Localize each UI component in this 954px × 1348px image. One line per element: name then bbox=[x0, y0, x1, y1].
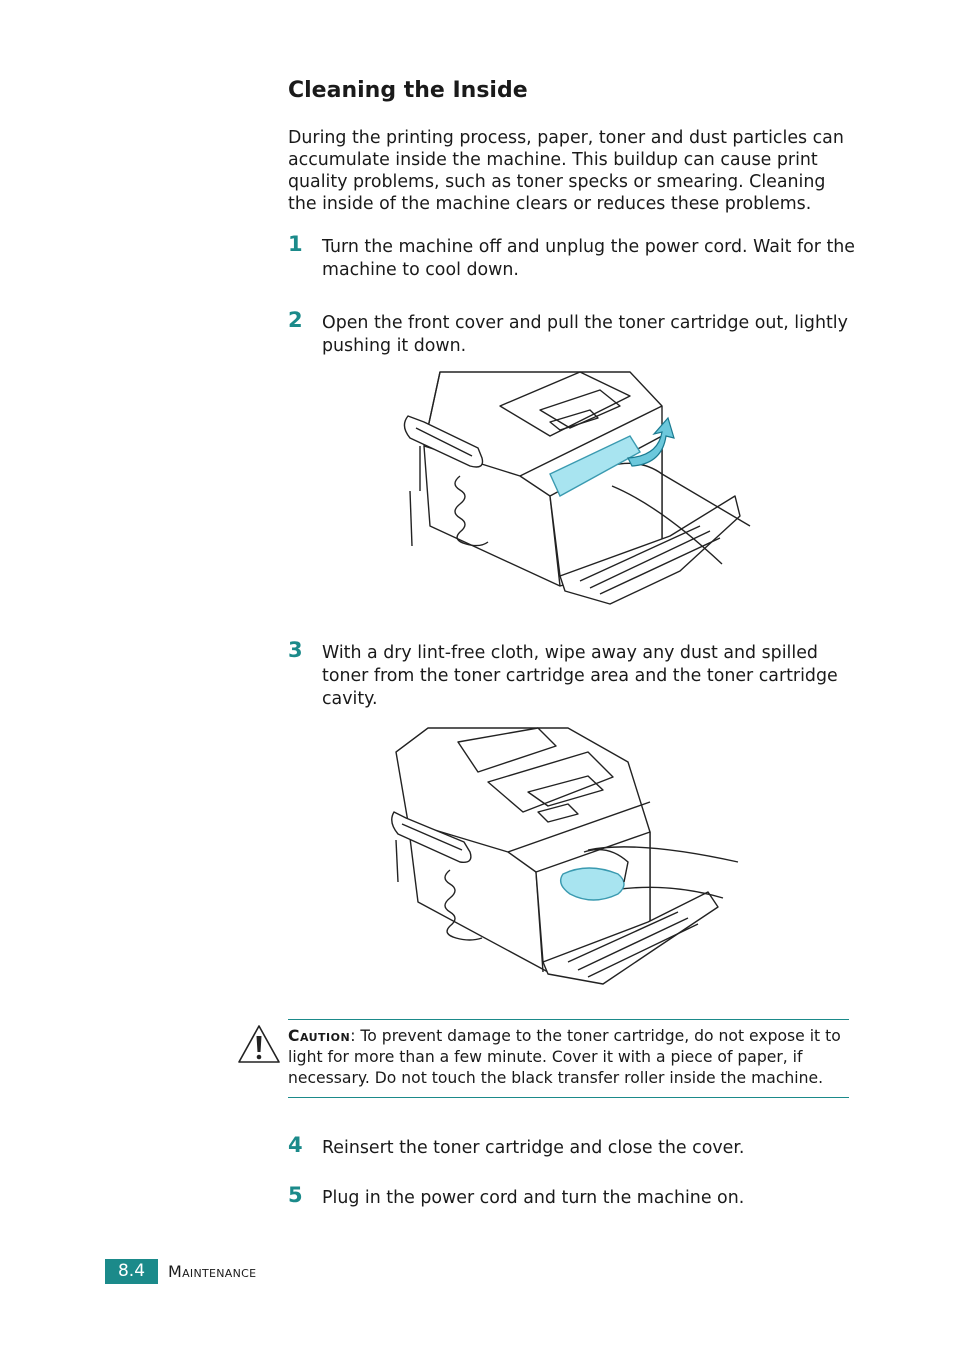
caution-label: Caution bbox=[288, 1027, 351, 1045]
step-5 bbox=[288, 1183, 858, 1210]
step-text: Reinsert the toner cartridge and close the cover. bbox=[322, 1138, 745, 1158]
step-2 bbox=[288, 308, 858, 358]
step-1 bbox=[288, 232, 858, 282]
step-number: 2 bbox=[288, 308, 303, 332]
step-number: 1 bbox=[288, 232, 303, 256]
toner-removal-illustration bbox=[400, 366, 760, 606]
page-number: 8.4 bbox=[105, 1259, 158, 1284]
section-name: Maintenance bbox=[168, 1262, 257, 1281]
caution-text: : To prevent damage to the toner cartridge, do not expose it to light for more than a few minute. Cover it with a piece of paper, if necessary. Do not touch the black transfer roller inside the machine. bbox=[288, 1027, 841, 1087]
caution-icon bbox=[237, 1024, 281, 1064]
step-number: 4 bbox=[288, 1133, 303, 1157]
wipe-cavity-illustration bbox=[388, 722, 748, 992]
page-title: Cleaning the Inside bbox=[288, 78, 528, 103]
step-text: Plug in the power cord and turn the machine on. bbox=[322, 1188, 745, 1208]
step-text: Turn the machine off and unplug the power cord. Wait for the machine to cool down. bbox=[322, 237, 856, 280]
intro-paragraph: During the printing process, paper, toner and dust particles can accumulate inside the machine. This buildup can cause print quality problems, such as toner specks or smearing. Cleaning the inside of the machine clears or reduces these problems. bbox=[288, 128, 844, 214]
step-number: 3 bbox=[288, 638, 303, 662]
step-text: With a dry lint-free cloth, wipe away any dust and spilled toner from the toner cartridge area and the toner cartridge cavity. bbox=[322, 643, 838, 709]
step-text: Open the front cover and pull the toner cartridge out, lightly pushing it down. bbox=[322, 313, 848, 356]
step-4 bbox=[288, 1133, 858, 1160]
step-3 bbox=[288, 638, 858, 711]
step-number: 5 bbox=[288, 1183, 303, 1207]
caution-note bbox=[288, 1019, 849, 1098]
